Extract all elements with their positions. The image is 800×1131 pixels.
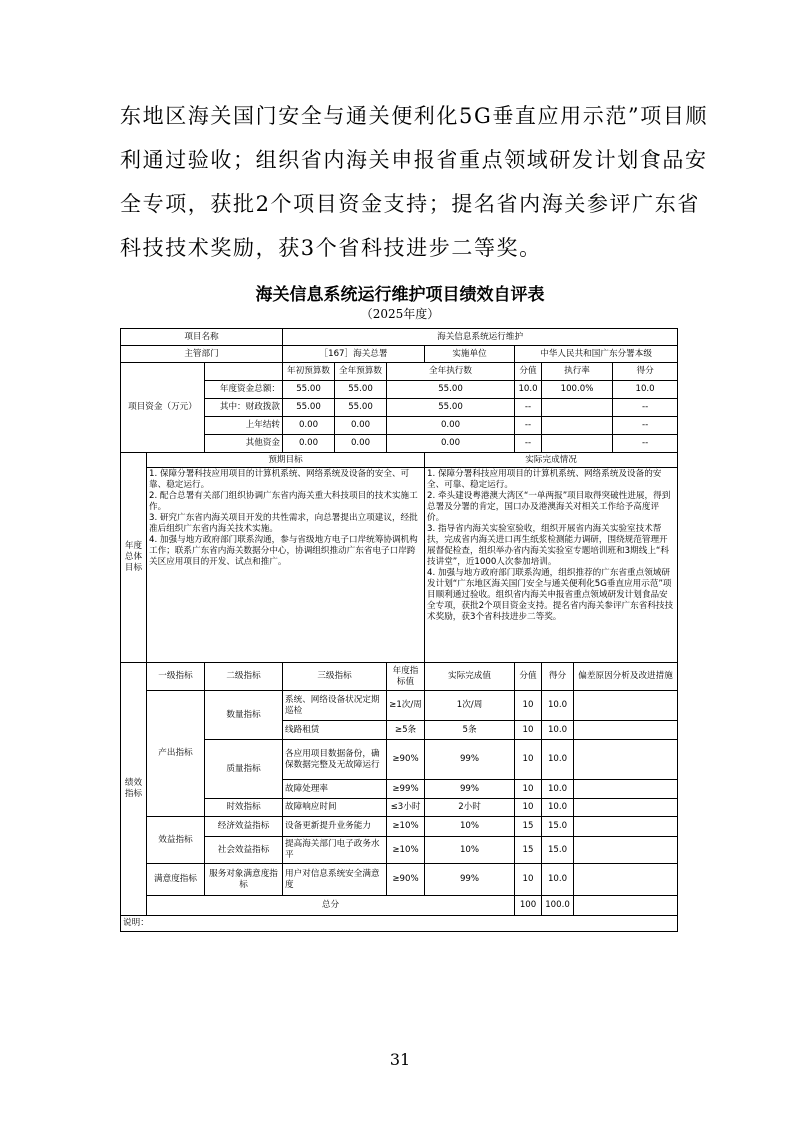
funds-executed: 0.00 bbox=[387, 435, 515, 453]
indicator-actual: 10% bbox=[425, 837, 515, 864]
indicator-level3: 线路租赁 bbox=[283, 721, 387, 740]
indicator-target: ≥10% bbox=[387, 817, 425, 837]
indicator-col-header: 一级指标 bbox=[147, 663, 205, 691]
indicator-target: ≥99% bbox=[387, 780, 425, 799]
indicator-level2: 时效指标 bbox=[205, 799, 283, 817]
indicator-level2: 数量指标 bbox=[205, 691, 283, 740]
funds-rate bbox=[542, 399, 613, 417]
funds-header-row bbox=[121, 363, 678, 381]
indicator-level2: 社会效益指标 bbox=[205, 837, 283, 864]
indicator-col-header: 年度指标值 bbox=[387, 663, 425, 691]
indicator-level1: 满意度指标 bbox=[147, 864, 205, 896]
funds-score-value: -- bbox=[515, 399, 542, 417]
indicator-actual: 2小时 bbox=[425, 799, 515, 817]
indicator-target: ≥90% bbox=[387, 740, 425, 780]
project-name-row bbox=[121, 329, 678, 346]
funds-col-header: 全年预算数 bbox=[335, 363, 387, 381]
exec-label: 实施单位 bbox=[425, 346, 515, 363]
expected-goal-header: 预期目标 bbox=[147, 453, 425, 468]
page-number: 31 bbox=[389, 1050, 411, 1069]
funds-row bbox=[121, 435, 678, 453]
indicator-level3: 故障响应时间 bbox=[283, 799, 387, 817]
funds-rate: 100.0% bbox=[542, 381, 613, 399]
project-name-label: 项目名称 bbox=[121, 329, 283, 346]
funds-executed: 0.00 bbox=[387, 417, 515, 435]
note-label: 说明： bbox=[121, 916, 678, 932]
funds-executed: 55.00 bbox=[387, 399, 515, 417]
indicator-score: 10.0 bbox=[542, 799, 574, 817]
funds-annual: 0.00 bbox=[335, 435, 387, 453]
indicator-col-header: 分值 bbox=[515, 663, 542, 691]
performance-evaluation-table bbox=[120, 328, 678, 932]
funds-rate bbox=[542, 417, 613, 435]
goals-label: 年度总体目标 bbox=[121, 453, 147, 663]
funds-annual: 0.00 bbox=[335, 417, 387, 435]
funds-score: -- bbox=[613, 435, 678, 453]
indicator-weight: 10 bbox=[515, 780, 542, 799]
indicator-score: 10.0 bbox=[542, 691, 574, 721]
expected-goal-text: 1. 保障分署科技应用项目的计算机系统、网络系统及设备的安全、可靠、稳定运行。 2. 配合总署有关部门组织协调广东省内海关重大科技项目的技术实施工作。 3. 研究广东省内海关项目开发的共性需求，向总署提出立项建议，经批准后组织广东省内海关技术实施。 4. 加强与地方政府部门联系沟通，参与省级地方电子口岸统筹协调机构工作；联系广东省内海关数据分中心，协调组织推动广东省电子口岸跨关区应用项目的开发、试点和推广。 bbox=[147, 468, 425, 663]
funds-initial: 55.00 bbox=[283, 399, 335, 417]
paragraph-line: 全专项，获批2个项目资金支持；提名省内海关参评广东省 bbox=[120, 192, 700, 216]
indicator-row bbox=[121, 740, 678, 780]
indicator-target: ≥1次/周 bbox=[387, 691, 425, 721]
indicator-score: 10.0 bbox=[542, 721, 574, 740]
funds-rate bbox=[542, 435, 613, 453]
funds-row-name: 年度资金总额： bbox=[205, 381, 283, 399]
indicator-actual: 99% bbox=[425, 740, 515, 780]
funds-annual: 55.00 bbox=[335, 399, 387, 417]
funds-initial: 55.00 bbox=[283, 381, 335, 399]
indicators-label: 绩效指标 bbox=[121, 663, 147, 916]
funds-score-value: -- bbox=[515, 435, 542, 453]
project-name-value: 海关信息系统运行维护 bbox=[283, 329, 678, 346]
indicator-row bbox=[121, 817, 678, 837]
funds-annual: 55.00 bbox=[335, 381, 387, 399]
indicator-row bbox=[121, 864, 678, 896]
funds-col-header: 得分 bbox=[613, 363, 678, 381]
funds-row bbox=[121, 399, 678, 417]
indicator-level2: 服务对象满意度指标 bbox=[205, 864, 283, 896]
indicator-level3: 用户对信息系统安全满意度 bbox=[283, 864, 387, 896]
indicator-weight: 10 bbox=[515, 691, 542, 721]
indicator-col-header: 实际完成值 bbox=[425, 663, 515, 691]
indicator-weight: 10 bbox=[515, 721, 542, 740]
paragraph-line: 利通过验收；组织省内海关申报省重点领域研发计划食品安 bbox=[120, 148, 708, 172]
indicator-score: 10.0 bbox=[542, 864, 574, 896]
note-row bbox=[121, 916, 678, 932]
indicator-level3: 故障处理率 bbox=[283, 780, 387, 799]
funds-col-header: 分值 bbox=[515, 363, 542, 381]
indicator-level3: 各应用项目数据备份，确保数据完整及无故障运行 bbox=[283, 740, 387, 780]
indicator-score: 10.0 bbox=[542, 780, 574, 799]
indicator-row bbox=[121, 691, 678, 721]
indicator-target: ≤3小时 bbox=[387, 799, 425, 817]
indicator-level3: 系统、网络设备状况定期巡检 bbox=[283, 691, 387, 721]
indicator-actual: 1次/周 bbox=[425, 691, 515, 721]
total-weight: 100 bbox=[515, 896, 542, 916]
indicator-level2: 质量指标 bbox=[205, 740, 283, 799]
funds-row bbox=[121, 417, 678, 435]
indicators-header-row bbox=[121, 663, 678, 691]
indicator-score: 10.0 bbox=[542, 740, 574, 780]
indicator-score: 15.0 bbox=[542, 817, 574, 837]
funds-row-name: 其他资金 bbox=[205, 435, 283, 453]
indicator-target: ≥90% bbox=[387, 864, 425, 896]
indicator-level3: 设备更新提升业务能力 bbox=[283, 817, 387, 837]
indicator-actual: 5条 bbox=[425, 721, 515, 740]
funds-score: 10.0 bbox=[613, 381, 678, 399]
total-score: 100.0 bbox=[542, 896, 574, 916]
indicator-level2: 经济效益指标 bbox=[205, 817, 283, 837]
funds-col-header: 年初预算数 bbox=[283, 363, 335, 381]
indicator-target: ≥10% bbox=[387, 837, 425, 864]
total-row bbox=[121, 896, 678, 916]
table-subtitle: （2025年度） bbox=[360, 307, 440, 321]
indicator-actual: 99% bbox=[425, 864, 515, 896]
funds-row bbox=[121, 381, 678, 399]
indicator-level3: 提高海关部门电子政务水平 bbox=[283, 837, 387, 864]
funds-col-header: 全年执行数 bbox=[387, 363, 515, 381]
paragraph-line: 科技技术奖励，获3个省科技进步二等奖。 bbox=[120, 236, 542, 260]
dept-label: 主管部门 bbox=[121, 346, 283, 363]
funds-executed: 55.00 bbox=[387, 381, 515, 399]
funds-score-value: -- bbox=[515, 417, 542, 435]
indicator-actual: 99% bbox=[425, 780, 515, 799]
table-title: 海关信息系统运行维护项目绩效自评表 bbox=[255, 285, 545, 305]
dept-row bbox=[121, 346, 678, 363]
indicator-weight: 10 bbox=[515, 799, 542, 817]
funds-initial: 0.00 bbox=[283, 435, 335, 453]
indicator-score: 15.0 bbox=[542, 837, 574, 864]
indicator-level1: 产出指标 bbox=[147, 691, 205, 817]
funds-score-value: 10.0 bbox=[515, 381, 542, 399]
funds-label: 项目资金（万元） bbox=[121, 363, 205, 453]
funds-initial: 0.00 bbox=[283, 417, 335, 435]
funds-row-name: 其中：财政拨款 bbox=[205, 399, 283, 417]
goals-content-row bbox=[121, 468, 678, 663]
funds-col-header: 执行率 bbox=[542, 363, 613, 381]
indicator-weight: 15 bbox=[515, 837, 542, 864]
actual-goal-text: 1. 保障分署科技应用项目的计算机系统、网络系统及设备的安全、可靠、稳定运行。 2. 牵头建设粤港澳大湾区“一单两报”项目取得突破性进展，得到总署及分署的肯定，国口办及港澳海关对相关工作给予高度评价。 3. 指导省内海关实验室验收，组织开展省内海关实验室技术帮扶，完成省内海关进口再生纸浆检测能力调研，围绕规范管理开展督促检查，组织举办省内海关实验室专题培训班和3期线上“科技讲堂”，近1000人次参加培训。 4. 加强与地方政府部门联系沟通，组织推荐的广东省重点领域研发计划“广东地区海关国门安全与通关便利化5G垂直应用示范”项目顺利通过验收。组织省内海关申报省重点领域研发计划食品安全专项，获批2个项目资金支持。提名省内海关参评广东省科技技术奖励，获3个省科技进步二等奖。 bbox=[425, 468, 678, 663]
indicator-target: ≥5条 bbox=[387, 721, 425, 740]
funds-score: -- bbox=[613, 399, 678, 417]
indicator-row bbox=[121, 837, 678, 864]
indicator-weight: 15 bbox=[515, 817, 542, 837]
indicator-weight: 10 bbox=[515, 864, 542, 896]
goals-header-row bbox=[121, 453, 678, 468]
body-paragraph bbox=[120, 94, 709, 270]
indicator-row bbox=[121, 799, 678, 817]
indicator-col-header: 偏差原因分析及改进措施 bbox=[574, 663, 678, 691]
actual-goal-header: 实际完成情况 bbox=[425, 453, 678, 468]
indicator-col-header: 三级指标 bbox=[283, 663, 387, 691]
indicator-level1: 效益指标 bbox=[147, 817, 205, 864]
indicator-actual: 10% bbox=[425, 817, 515, 837]
indicator-col-header: 得分 bbox=[542, 663, 574, 691]
indicator-col-header: 二级指标 bbox=[205, 663, 283, 691]
indicator-weight: 10 bbox=[515, 740, 542, 780]
funds-row-name: 上年结转 bbox=[205, 417, 283, 435]
total-label: 总分 bbox=[147, 896, 515, 916]
dept-value: ［167］海关总署 bbox=[283, 346, 425, 363]
paragraph-line: 东地区海关国门安全与通关便利化5G垂直应用示范”项目顺 bbox=[120, 104, 709, 128]
exec-value: 中华人民共和国广东分署本级 bbox=[515, 346, 678, 363]
funds-score: -- bbox=[613, 417, 678, 435]
